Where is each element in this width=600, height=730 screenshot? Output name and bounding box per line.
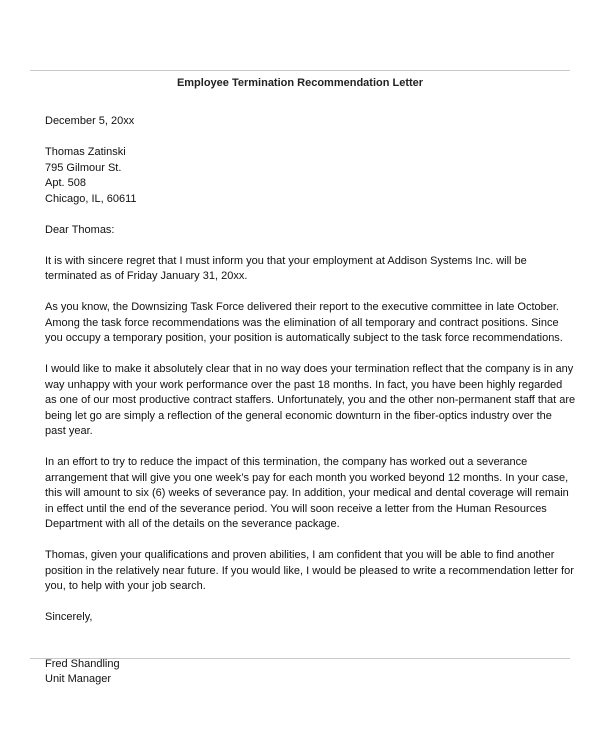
paragraph-line: Thomas, given your qualifications and proven abilities, I am confident that you will be able to find another: [45, 549, 555, 561]
paragraph-line: It is with sincere regret that I must inform you that your employment at Addison Systems Inc. will be: [45, 254, 527, 267]
paragraph-line: past year.: [45, 425, 93, 437]
letter-body: [45, 114, 575, 688]
paragraph-line: Among the task force recommendations was the elimination of all temporary and contract positions. Since: [45, 316, 559, 329]
signer-title: Unit Manager: [45, 673, 112, 685]
bottom-divider: [30, 658, 570, 659]
letter-date: December 5, 20xx: [45, 115, 135, 127]
paragraph-line: Department with all of the details on the severance package.: [45, 518, 340, 530]
paragraph-line: you, to help with your job search.: [45, 580, 206, 592]
paragraph-line: In an effort to try to reduce the impact of this termination, the company has worked out a severance: [45, 456, 528, 468]
paragraph-1: [45, 254, 575, 285]
paragraph-line: I would like to make it absolutely clear that in no way does your termination reflect that the company is in any: [45, 363, 574, 375]
recipient-address: [45, 145, 575, 207]
paragraph-line: As you know, the Downsizing Task Force delivered their report to the executive committee in late October.: [45, 301, 559, 313]
paragraph-line: being let go are simply a reflection of the general economic downturn in the fiber-optics industry over the: [45, 409, 552, 422]
paragraph-5: [45, 548, 575, 595]
signature-block: [45, 657, 575, 688]
recipient-name: Thomas Zatinski: [45, 146, 126, 158]
signer-name: Fred Shandling: [45, 657, 120, 670]
paragraph-line: as one of our most productive contract staffers. Unfortunately, you and the other non-permanent staff that are: [45, 394, 576, 406]
paragraph-line: way unhappy with your work performance over the past 18 months. In fact, you have been highly regarded: [45, 378, 563, 391]
recipient-city: Chicago, IL, 60611: [45, 192, 137, 205]
recipient-street: 795 Gilmour St.: [45, 161, 122, 174]
document-title: Employee Termination Recommendation Letter: [176, 77, 424, 89]
salutation: Dear Thomas:: [45, 223, 115, 236]
paragraph-4: [45, 455, 575, 533]
paragraph-line: you occupy a temporary position, your position is automatically subject to the task force recommendations.: [45, 332, 563, 344]
paragraph-line: in effect until the end of the severance period. You will soon receive a letter from the Human Resources: [45, 502, 547, 515]
top-divider: [30, 70, 570, 71]
paragraph-line: terminated as of Friday January 31, 20xx.: [45, 270, 248, 282]
paragraph-line: position in the relatively near future. If you would like, I would be pleased to write a recommendation letter for: [45, 564, 574, 577]
paragraph-line: this will amount to six (6) weeks of severance pay. In addition, your medical and dental coverage will remain: [45, 487, 569, 499]
recipient-apt: Apt. 508: [45, 177, 86, 189]
paragraph-3: [45, 362, 575, 440]
paragraph-2: [45, 300, 575, 347]
closing: Sincerely,: [45, 611, 93, 623]
paragraph-line: arrangement that will give you one week’s pay for each month you worked beyond 12 months. In your case,: [45, 471, 569, 484]
